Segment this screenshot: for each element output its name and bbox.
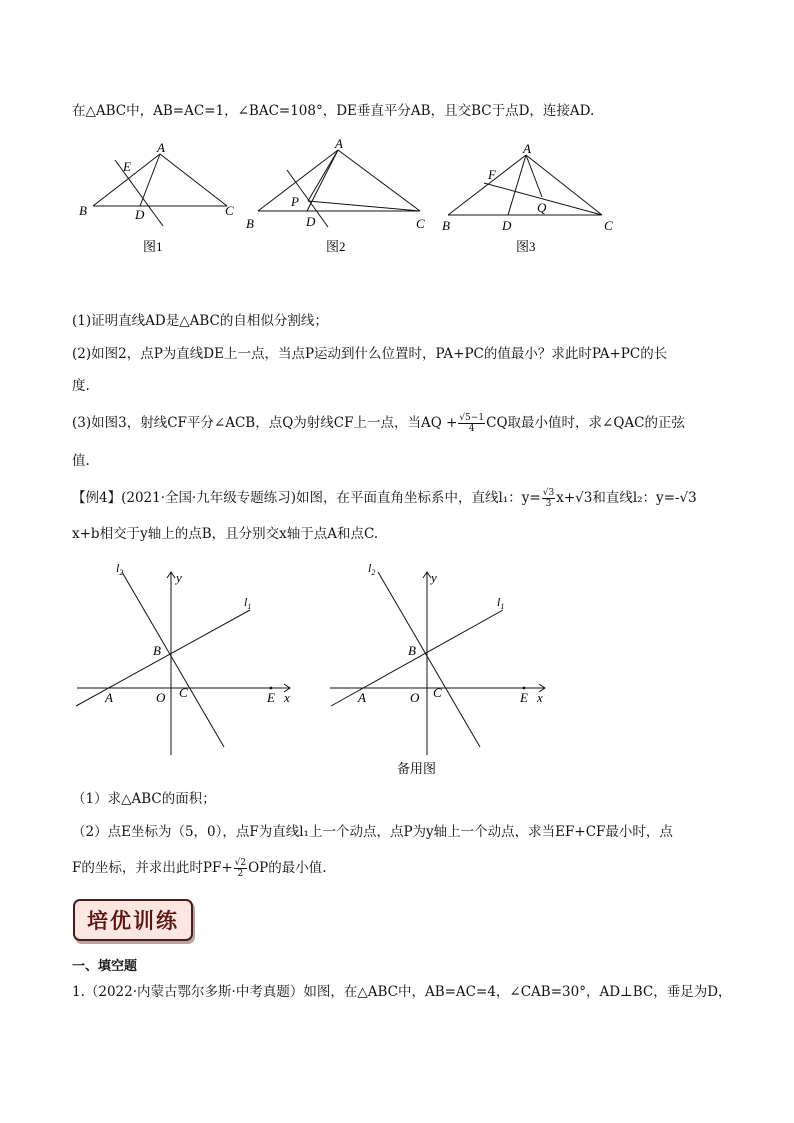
label-o: O xyxy=(156,690,166,705)
label-a: A xyxy=(358,690,366,705)
question-2-line1: (2)如图2，点P为直线DE上一点，当点P运动到什么位置时，PA+PC的值最小？求此时PA+PC的长 xyxy=(72,346,668,362)
section-title: 一、填空题 xyxy=(72,959,138,974)
label-e: E xyxy=(267,690,275,705)
problem-intro: 在△ABC中，AB=AC=1，∠BAC=108°，DE垂直平分AB，且交BC于点D，连接AD. xyxy=(72,103,595,119)
label-c: C xyxy=(416,216,425,231)
label-d: D xyxy=(502,218,512,233)
label-y: y xyxy=(176,570,182,585)
label-l1 xyxy=(497,595,504,611)
label-q: Q xyxy=(537,200,547,215)
label-l1-main: l xyxy=(497,595,501,609)
label-b: B xyxy=(153,643,161,658)
problem-1: 1.（2022·内蒙古鄂尔多斯·中考真题）如图，在△ABC中，AB=AC=4，∠CAB=30°，AD⊥BC，垂足为D， xyxy=(72,984,732,1000)
label-b: B xyxy=(442,218,450,233)
label-x: x xyxy=(284,690,290,705)
fraction-denominator: 3 xyxy=(545,499,552,509)
caption-fig2: 图2 xyxy=(326,239,346,254)
caption-backup-figure: 备用图 xyxy=(397,761,437,776)
label-l2-main: l xyxy=(116,561,120,575)
label-b: B xyxy=(408,643,416,658)
figure-2-triangle xyxy=(240,133,440,258)
example-4-part2: x+√3和直线l₂：y=-√3 xyxy=(556,490,697,506)
label-a: A xyxy=(523,141,531,156)
example-question-2-line1: （2）点E坐标为（5，0），点F为直线l₁上一个动点，点P为y轴上一个动点，求当EF+CF最小时，点 xyxy=(72,824,673,840)
label-f: F xyxy=(488,167,496,182)
fraction-numerator: √3 xyxy=(542,488,555,498)
coordinate-figure-backup xyxy=(325,560,555,780)
label-l1-main: l xyxy=(244,595,248,609)
example-question-2-line2 xyxy=(72,858,754,879)
label-l2 xyxy=(368,561,375,577)
label-e: E xyxy=(123,159,131,174)
question-3-line2: 值. xyxy=(72,453,90,469)
question-2-line2: 度. xyxy=(72,378,90,394)
question-3-part1: (3)如图3，射线CF平分∠ACB，点Q为射线CF上一点，当AQ + xyxy=(72,415,458,431)
question-1: (1)证明直线AD是△ABC的自相似分割线； xyxy=(72,313,328,329)
label-b: B xyxy=(79,203,87,218)
label-e: E xyxy=(520,690,528,705)
fraction-numerator: √5−1 xyxy=(459,413,485,423)
fraction xyxy=(458,413,485,434)
example-4-line2: x+b相交于y轴上的点B，且分别交x轴于点A和点C. xyxy=(72,526,379,542)
label-o: O xyxy=(410,690,420,705)
figure-3-triangle xyxy=(440,140,620,258)
example-4-part1: 【例4】(2021·全国·九年级专题练习)如图，在平面直角坐标系中，直线l₁：y= xyxy=(72,490,541,506)
fraction-denominator: 4 xyxy=(468,424,475,434)
fraction xyxy=(542,488,555,509)
label-l1-sub: 1 xyxy=(247,602,252,611)
label-a: A xyxy=(335,136,343,151)
question-3-part2: CQ取最小值时，求∠QAC的正弦 xyxy=(486,415,685,431)
label-l2-main: l xyxy=(368,561,372,575)
label-l1 xyxy=(244,595,251,611)
label-c: C xyxy=(179,685,188,700)
example-question-2-part1: F的坐标，并求出此时PF+ xyxy=(72,860,233,876)
question-3-line1 xyxy=(72,413,754,434)
label-l1-sub: 1 xyxy=(500,602,505,611)
label-x: x xyxy=(537,690,543,705)
label-p: P xyxy=(291,194,299,209)
caption-fig3: 图3 xyxy=(516,239,536,254)
example-question-1: （1）求△ABC的面积； xyxy=(72,791,216,807)
fraction xyxy=(234,858,247,879)
label-d: D xyxy=(306,214,316,229)
coordinate-figure-main xyxy=(72,560,302,760)
label-l2-sub: 2 xyxy=(119,568,124,577)
fraction-numerator: √2 xyxy=(234,858,247,868)
example-4-line1 xyxy=(72,488,754,509)
example-question-2-part2: OP的最小值. xyxy=(248,860,327,876)
label-b: B xyxy=(246,216,254,231)
label-a: A xyxy=(157,140,165,155)
label-c: C xyxy=(433,685,442,700)
fraction-denominator: 2 xyxy=(237,869,244,879)
label-y: y xyxy=(431,570,437,585)
label-d: D xyxy=(135,207,145,222)
training-badge: 培优训练 xyxy=(73,899,193,941)
label-a: A xyxy=(105,690,113,705)
figure-1-triangle xyxy=(75,138,245,258)
caption-fig1: 图1 xyxy=(143,239,163,254)
label-c: C xyxy=(604,218,613,233)
label-l2 xyxy=(116,561,123,577)
label-c: C xyxy=(225,203,234,218)
label-l2-sub: 2 xyxy=(371,568,376,577)
